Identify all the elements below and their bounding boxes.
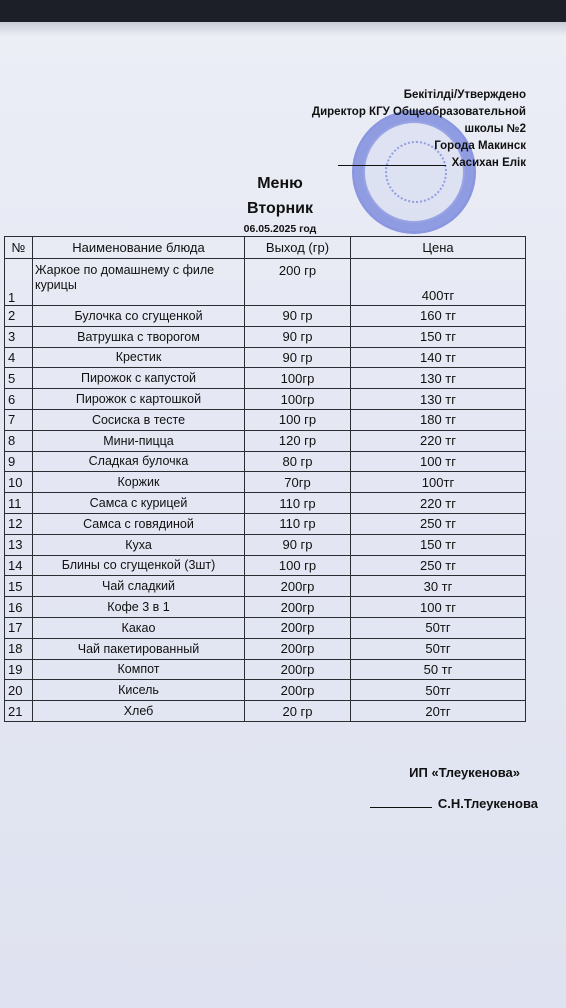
dish-price: 400тг <box>351 259 526 306</box>
dish-name: Самса с говядиной <box>33 513 245 534</box>
table-row <box>5 389 526 410</box>
footer-signer-row <box>370 796 538 811</box>
menu-table-body <box>5 259 526 722</box>
table-row <box>5 680 526 701</box>
table-row <box>5 659 526 680</box>
dish-name: Жаркое по домашнему с филе курицы <box>33 259 245 306</box>
footer-signer: С.Н.Тлеукенова <box>437 796 538 811</box>
dish-output: 200гр <box>245 659 351 680</box>
document-page <box>0 22 566 1008</box>
dish-name: Самса с курицей <box>33 493 245 514</box>
approval-line-3: школы №2 <box>464 123 526 135</box>
dish-name: Пирожок с капустой <box>33 368 245 389</box>
page-title: Меню <box>257 175 303 192</box>
dish-name: Какао <box>33 617 245 638</box>
row-number: 16 <box>5 597 33 618</box>
dish-name: Кисель <box>33 680 245 701</box>
dish-output: 100гр <box>245 368 351 389</box>
dish-price: 140 тг <box>351 347 526 368</box>
dish-name: Коржик <box>33 472 245 493</box>
dish-name: Ватрушка с творогом <box>33 326 245 347</box>
dish-output: 90 гр <box>245 534 351 555</box>
row-number: 10 <box>5 472 33 493</box>
dish-output: 100гр <box>245 389 351 410</box>
approval-line-1: Бекітілді/Утверждено <box>403 89 526 101</box>
column-header-dish: Наименование блюда <box>33 237 245 259</box>
dish-output: 200гр <box>245 597 351 618</box>
row-number: 13 <box>5 534 33 555</box>
dish-price: 250 тг <box>351 555 526 576</box>
dish-price: 20тг <box>351 701 526 722</box>
dish-price: 100тг <box>351 472 526 493</box>
table-row <box>5 326 526 347</box>
approval-block <box>312 87 526 172</box>
table-row <box>5 409 526 430</box>
row-number: 11 <box>5 493 33 514</box>
dish-price: 50 тг <box>351 659 526 680</box>
table-row <box>5 451 526 472</box>
dish-price: 180 тг <box>351 409 526 430</box>
dish-price: 160 тг <box>351 306 526 327</box>
dish-output: 110 гр <box>245 493 351 514</box>
dish-name: Сосиска в тесте <box>33 409 245 430</box>
row-number: 9 <box>5 451 33 472</box>
table-header-row <box>5 237 526 259</box>
dish-name: Компот <box>33 659 245 680</box>
table-row <box>5 306 526 327</box>
table-row <box>5 430 526 451</box>
row-number: 17 <box>5 617 33 638</box>
table-row <box>5 368 526 389</box>
dish-output: 200 гр <box>245 259 351 306</box>
dish-output: 100 гр <box>245 555 351 576</box>
row-number: 14 <box>5 555 33 576</box>
dish-output: 90 гр <box>245 306 351 327</box>
dish-price: 50тг <box>351 638 526 659</box>
dish-output: 200гр <box>245 576 351 597</box>
dish-price: 30 тг <box>351 576 526 597</box>
dish-name: Сладкая булочка <box>33 451 245 472</box>
dish-name: Мини-пицца <box>33 430 245 451</box>
dish-name: Крестик <box>33 347 245 368</box>
row-number: 7 <box>5 409 33 430</box>
row-number: 8 <box>5 430 33 451</box>
dish-output: 110 гр <box>245 513 351 534</box>
dish-name: Хлеб <box>33 701 245 722</box>
row-number: 18 <box>5 638 33 659</box>
dish-price: 150 тг <box>351 534 526 555</box>
table-row <box>5 259 526 306</box>
table-row <box>5 493 526 514</box>
dish-price: 250 тг <box>351 513 526 534</box>
dish-name: Булочка со сгущенкой <box>33 306 245 327</box>
approval-line-2: Директор КГУ Общеобразовательной <box>311 106 526 118</box>
dish-name: Чай пакетированный <box>33 638 245 659</box>
dish-name: Блины со сгущенкой (3шт) <box>33 555 245 576</box>
row-number: 20 <box>5 680 33 701</box>
dish-output: 200гр <box>245 638 351 659</box>
table-row <box>5 472 526 493</box>
column-header-number: № <box>5 237 33 259</box>
row-number: 19 <box>5 659 33 680</box>
dish-price: 130 тг <box>351 368 526 389</box>
row-number: 15 <box>5 576 33 597</box>
table-row <box>5 617 526 638</box>
dish-output: 200гр <box>245 680 351 701</box>
table-row <box>5 638 526 659</box>
table-row <box>5 347 526 368</box>
dish-price: 220 тг <box>351 493 526 514</box>
table-row <box>5 555 526 576</box>
row-number: 4 <box>5 347 33 368</box>
dish-output: 80 гр <box>245 451 351 472</box>
table-row <box>5 534 526 555</box>
table-row <box>5 576 526 597</box>
company-name: ИП «Тлеукенова» <box>409 765 520 780</box>
dish-name: Куха <box>33 534 245 555</box>
column-header-output: Выход (гр) <box>245 237 351 259</box>
row-number: 21 <box>5 701 33 722</box>
dish-output: 90 гр <box>245 326 351 347</box>
dish-price: 50тг <box>351 680 526 701</box>
dish-price: 220 тг <box>351 430 526 451</box>
column-header-price: Цена <box>351 237 526 259</box>
menu-date: 06.05.2025 год <box>243 223 317 235</box>
day-title: Вторник <box>246 200 314 217</box>
footer-signature-line <box>370 797 432 808</box>
dish-name: Пирожок с картошкой <box>33 389 245 410</box>
dish-output: 20 гр <box>245 701 351 722</box>
dish-price: 150 тг <box>351 326 526 347</box>
dish-output: 90 гр <box>245 347 351 368</box>
row-number: 5 <box>5 368 33 389</box>
table-row <box>5 513 526 534</box>
table-row <box>5 701 526 722</box>
dish-name: Кофе 3 в 1 <box>33 597 245 618</box>
row-number: 1 <box>5 259 33 306</box>
dish-price: 100 тг <box>351 597 526 618</box>
row-number: 12 <box>5 513 33 534</box>
dish-output: 120 гр <box>245 430 351 451</box>
row-number: 6 <box>5 389 33 410</box>
dish-output: 70гр <box>245 472 351 493</box>
menu-table <box>4 236 526 722</box>
approval-line-4: Города Макинск <box>434 140 526 152</box>
approval-signer: Хасихан Елік <box>451 157 526 169</box>
table-row <box>5 597 526 618</box>
dish-output: 100 гр <box>245 409 351 430</box>
dish-output: 200гр <box>245 617 351 638</box>
row-number: 2 <box>5 306 33 327</box>
dish-price: 50тг <box>351 617 526 638</box>
dish-price: 130 тг <box>351 389 526 410</box>
row-number: 3 <box>5 326 33 347</box>
dish-price: 100 тг <box>351 451 526 472</box>
dish-name: Чай сладкий <box>33 576 245 597</box>
approval-signer-row <box>312 155 526 172</box>
signature-line <box>338 155 446 166</box>
